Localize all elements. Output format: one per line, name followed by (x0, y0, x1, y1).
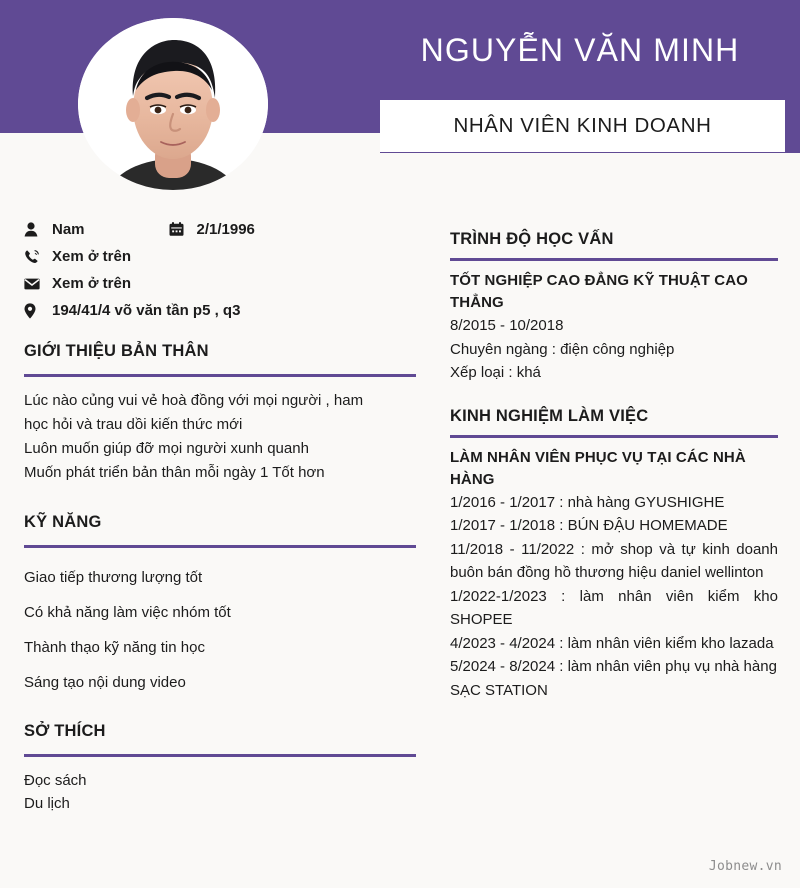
avatar (78, 18, 268, 190)
contact-row (24, 270, 416, 297)
contact-address-value: 194/41/4 võ văn tần p5 , q3 (52, 302, 241, 319)
experience-entry (450, 447, 778, 703)
calendar-icon (169, 222, 191, 237)
about-line: Luôn muốn giúp đỡ mọi người xunh quanh (24, 440, 309, 457)
education-entry (450, 270, 778, 385)
about-line: học hỏi và trau dồi kiến thức mới (24, 416, 243, 433)
section-divider (450, 258, 778, 261)
section-title-education: TRÌNH ĐỘ HỌC VẤN (450, 230, 614, 248)
section-divider (24, 545, 416, 548)
right-column (440, 200, 800, 815)
education-entry-line: Xếp loại : khá (450, 364, 541, 381)
experience-entry-line: 1/2016 - 1/2017 : nhà hàng GYUSHIGHE (450, 493, 725, 511)
about-line: Lúc nào củng vui vẻ hoà đồng với mọi người , ham (24, 392, 364, 409)
contact-gender (24, 221, 85, 238)
section-title-hobbies: SỞ THÍCH (24, 722, 106, 740)
section-title-experience: KINH NGHIỆM LÀM VIỆC (450, 406, 649, 425)
section-title-skills: KỸ NĂNG (24, 513, 102, 531)
contact-email-value: Xem ở trên (52, 275, 132, 292)
left-column (0, 200, 440, 815)
location-pin-icon (24, 303, 46, 319)
person-icon (24, 222, 46, 238)
education-entry-line: Chuyên ngàng : điện công nghiệp (450, 340, 675, 358)
watermark: Jobnew.vn (708, 859, 782, 874)
profile-photo-icon (78, 18, 268, 190)
list-item: Có khả năng làm việc nhóm tốt (24, 604, 231, 621)
about-body (24, 389, 416, 485)
experience-entry-title: LÀM NHÂN VIÊN PHỤC VỤ TẠI CÁC NHÀ HÀNG (450, 448, 746, 488)
list-item: Thành thạo kỹ năng tin học (24, 639, 205, 656)
experience-entry-line: 1/2017 - 1/2018 : BÚN ĐẬU HOMEMADE (450, 517, 728, 534)
contact-email (24, 275, 131, 292)
skills-list (24, 560, 416, 700)
contact-row (24, 243, 416, 270)
list-item: Sáng tạo nội dung video (24, 674, 186, 691)
section-divider (24, 374, 416, 377)
contact-block (24, 216, 416, 324)
education-entry-title: TỐT NGHIỆP CAO ĐẲNG KỸ THUẬT CAO THẲNG (450, 272, 748, 311)
section-divider (450, 435, 778, 438)
hobbies-list (24, 769, 416, 815)
experience-entry-line: 5/2024 - 8/2024 : làm nhân viên phụ vụ nhà hàng SẠC STATION (450, 658, 777, 699)
envelope-icon (24, 278, 46, 290)
job-title-banner (380, 100, 785, 152)
contact-birthdate (169, 221, 255, 238)
experience-entry-line: 4/2023 - 4/2024 : làm nhân viên kiểm kho lazada (450, 634, 774, 652)
list-item: Giao tiếp thương lượng tốt (24, 569, 203, 586)
cv-body (0, 200, 800, 815)
contact-birthdate-value: 2/1/1996 (196, 221, 255, 238)
contact-phone (24, 248, 131, 265)
section-divider (24, 754, 416, 757)
page-title: NGUYỄN VĂN MINH (420, 32, 740, 68)
list-item: Đọc sách (24, 772, 87, 789)
about-line: Muốn phát triển bản thân mỗi ngày 1 Tốt hơn (24, 464, 325, 481)
contact-gender-value: Nam (52, 221, 85, 238)
phone-icon (24, 249, 46, 265)
experience-entry-line: 11/2018 - 11/2022 : mở shop và tự kinh doanh buôn bán đồng hồ thương hiệu daniel wellinton (450, 540, 778, 581)
contact-address (24, 302, 240, 319)
education-entry-line: 8/2015 - 10/2018 (450, 317, 564, 334)
cv-header (0, 0, 800, 200)
section-title-about: GIỚI THIỆU BẢN THÂN (24, 342, 209, 360)
contact-row (24, 216, 416, 243)
contact-phone-value: Xem ở trên (52, 248, 132, 265)
list-item: Du lịch (24, 795, 70, 812)
contact-row (24, 297, 416, 324)
experience-entry-line: 1/2022-1/2023 : làm nhân viên kiểm kho SHOPEE (450, 587, 778, 628)
job-title: NHÂN VIÊN KINH DOANH (453, 114, 712, 137)
